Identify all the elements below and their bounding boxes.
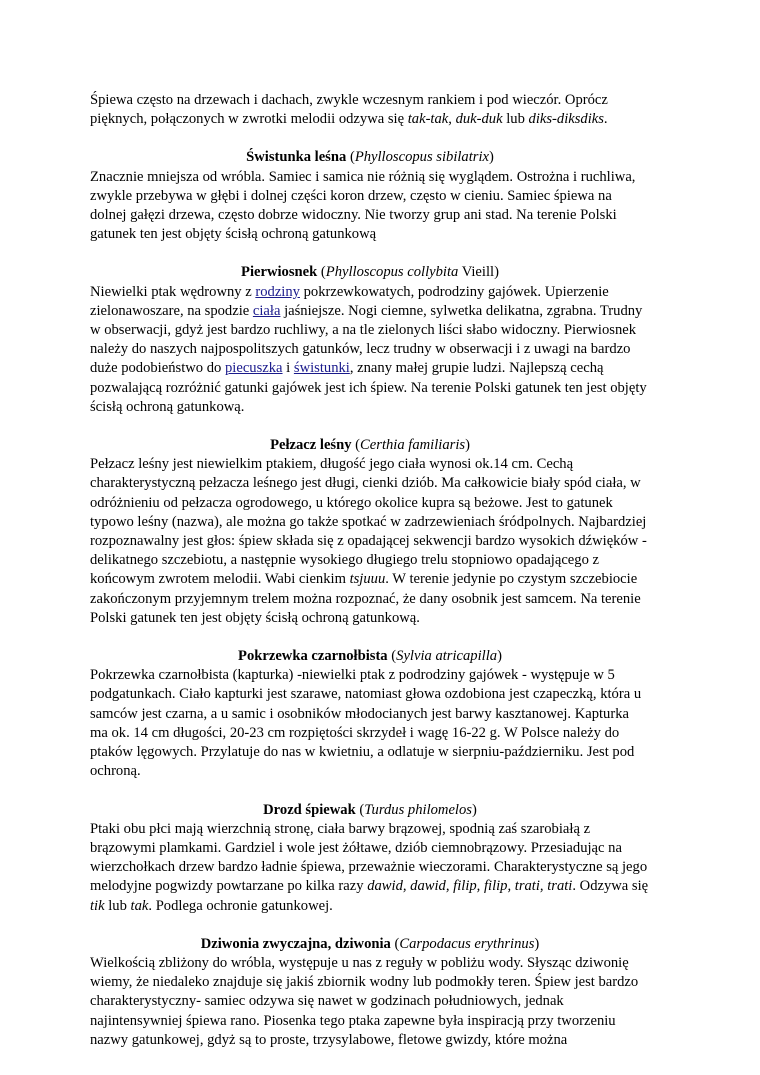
latin-name: Certhia familiaris xyxy=(360,437,466,454)
latin-name: Carpodacus erythrinus xyxy=(399,935,535,952)
body-text: Pełzacz leśny jest niewielkim ptakiem, długość jego ciała wynosi ok.14 cm. Cechą charakterystyczną pełzacza leśnego jest długi, cienki dziób. Ma całkowicie biały spód ciała, w odróżnieniu od pełzacza ogrodowego, u którego okolice kupra są beżowe. Jest to gatunek typowo leśny (nazwa), ale można go także spotkać w zadrzewieniach śródpolnych. Najbardziej rozpoznawalny jest głos: śpiew składa się z opadającej sekwencji bardzo wysokich dźwięków - delikatnego szczebiotu, a następnie wysokiego długiego trelu stopniowo opadającego z końcowym zwrotem melodii. Wabi cienkim xyxy=(90,456,647,588)
call-diks: diks-diksdiks xyxy=(528,111,604,128)
intro-text: lub xyxy=(502,111,529,128)
body-text: Niewielki ptak wędrowny z xyxy=(90,283,256,300)
body-text: i xyxy=(282,360,294,377)
heading-drozd: Drozd śpiewak (Turdus philomelos) xyxy=(263,801,477,818)
heading-dziwonia: Dziwonia zwyczajna, dziwonia (Carpodacus erythrinus) xyxy=(200,935,540,952)
latin-name: Phylloscopus sibilatrix xyxy=(354,149,489,166)
heading-pelzacz: Pełzacz leśny (Certhia familiaris) xyxy=(270,437,470,454)
heading-pokrzewka: Pokrzewka czarnołbista (Sylvia atricapilla) xyxy=(238,648,502,665)
body-pierwiosnek xyxy=(90,283,650,417)
body-pokrzewka: Pokrzewka czarnołbista (kapturka) -niewielki ptak z podrodziny gajówek - występuje w 5 podgatunkach. Ciało kapturki jest szarawe, natomiast głowa ozdobiona jest czapeczką, która u samców jest czarna, a u samic i osobników młodocianych jest barwy kasztanowej. Kapturka ma ok. 14 cm długości, 20-23 cm rozpiętości skrzydeł i wagę 16-22 g. W Polsce należy do ptaków lęgowych. Przylatuje do nas w kwietniu, a odlatuje w sierpniu-październiku. Jest pod ochroną. xyxy=(90,667,642,780)
section-drozd xyxy=(90,801,650,916)
heading-swistunka: Świstunka leśna (Phylloscopus sibilatrix) xyxy=(246,149,494,166)
latin-name: Phylloscopus collybita xyxy=(325,264,459,281)
section-swistunka xyxy=(90,148,650,244)
section-pierwiosnek xyxy=(90,263,650,417)
latin-name: Turdus philomelos xyxy=(364,801,472,818)
species-name: Pokrzewka czarnołbista xyxy=(238,648,388,665)
call-tsjuuu: tsjuuu xyxy=(349,571,386,588)
section-pokrzewka xyxy=(90,647,650,781)
body-pelzacz xyxy=(90,455,650,628)
link-piecuszka[interactable]: piecuszka xyxy=(224,360,283,377)
body-drozd xyxy=(90,820,650,916)
body-text: . W terenie jedynie po czystym szczebiocie zakończonym przyjemnym trelem można rozpoznać, że dany osobnik jest samcem. Na terenie Polski gatunek ten jest objęty ścisłą ochroną gatunkową. xyxy=(90,571,641,626)
heading-pierwiosnek: Pierwiosnek (Phylloscopus collybita Vieill) xyxy=(241,264,499,281)
body-text: jaśniejsze. Nogi ciemne, sylwetka delikatna, zgrabna. Trudny w obserwacji, gdyż jest bardzo ruchliwy, a na tle zielonych liści słabo widoczny. Pierwiosnek należy do naszych najpospolitszych gatunków, lecz trudny w obserwacji i z uwagi na bardzo duże podobieństwo do xyxy=(90,302,643,377)
link-swistunki[interactable]: świstunki xyxy=(293,360,350,377)
intro-text: . xyxy=(603,111,608,128)
species-name: Drozd śpiewak xyxy=(263,801,356,818)
intro-text: Śpiewa często na drzewach i dachach, zwykle wczesnym rankiem i pod wieczór. Oprócz pięknych, połączonych w zwrotki melodii odzywa się xyxy=(90,92,608,128)
section-dziwonia xyxy=(90,935,650,1050)
body-text: . Odzywa się xyxy=(572,878,649,895)
species-name: Świstunka leśna xyxy=(246,149,347,166)
latin-name: Sylvia atricapilla xyxy=(396,648,498,665)
body-text: , znany małej grupie ludzi. Najlepszą cechą pozwalającą rozróżnić gatunki gajówek jest ich śpiew. Na terenie Polski gatunek ten jest objęty ścisłą ochroną gatunkową. xyxy=(90,360,647,415)
call-tik: tik xyxy=(90,897,105,914)
species-name: Pierwiosnek xyxy=(241,264,318,281)
call-tak: tak xyxy=(130,897,149,914)
species-name: Dziwonia zwyczajna, dziwonia xyxy=(200,935,391,952)
call-tak-tak: tak-tak xyxy=(407,111,449,128)
intro-paragraph xyxy=(90,91,650,129)
body-swistunka: Znacznie mniejsza od wróbla. Samiec i samica nie różnią się wyglądem. Ostrożna i ruchliwa, zwykle przebywa w głębi i dolnej części koron drzew, często w cieniu. Samiec śpiewa na dolnej gałęzi drzewa, często dobrze widoczny. Nie tworzy grup ani stad. Na terenie Polski gatunek ten jest objęty ścisłą ochroną gatunkową xyxy=(90,168,636,243)
species-name: Pełzacz leśny xyxy=(270,437,352,454)
body-text: . Podlega ochronie gatunkowej. xyxy=(148,897,333,914)
latin-author: Vieill xyxy=(461,264,495,281)
link-rodziny[interactable]: rodziny xyxy=(255,283,300,300)
link-ciala[interactable]: ciała xyxy=(252,302,281,319)
body-text: Ptaki obu płci mają wierzchnią stronę, ciała barwy brązowej, spodnią zaś szarobiałą z brązowymi plamkami. Gardziel i wole jest żółtawe, dziób ciemnobrązowy. Przesiadując na wierzchołkach drzew bardzo ładnie śpiewa, przeważnie wieczorami. Charakterystyczne są jego melodyjne pogwizdy powtarzane po kilka razy xyxy=(90,820,648,895)
song-phrase: dawid, dawid, filip, filip, trati, trati xyxy=(367,878,573,895)
body-text: lub xyxy=(104,897,131,914)
document-page xyxy=(90,91,650,1050)
body-text: pokrzewkowatych, podrodziny gajówek. Upierzenie zielonawoszare, na spodzie xyxy=(90,283,609,319)
call-duk-duk: duk-duk xyxy=(455,111,503,128)
intro-text: , xyxy=(448,111,456,128)
body-dziwonia: Wielkością zbliżony do wróbla, występuje u nas z reguły w pobliżu wody. Słysząc dziwonię wiemy, że niedaleko znajduje się jakiś zbiornik wodny lub podmokły teren. Śpiew jest bardzo charakterystyczny- samiec odzywa się nawet w godzinach południowych, jednak najintensywniej śpiewa rano. Piosenka tego ptaka zapewne była inspiracją przy tworzeniu nazwy gatunkowej, gdyż są to proste, trzysylabowe, fletowe gwizdy, które można xyxy=(90,954,639,1048)
section-pelzacz xyxy=(90,436,650,628)
